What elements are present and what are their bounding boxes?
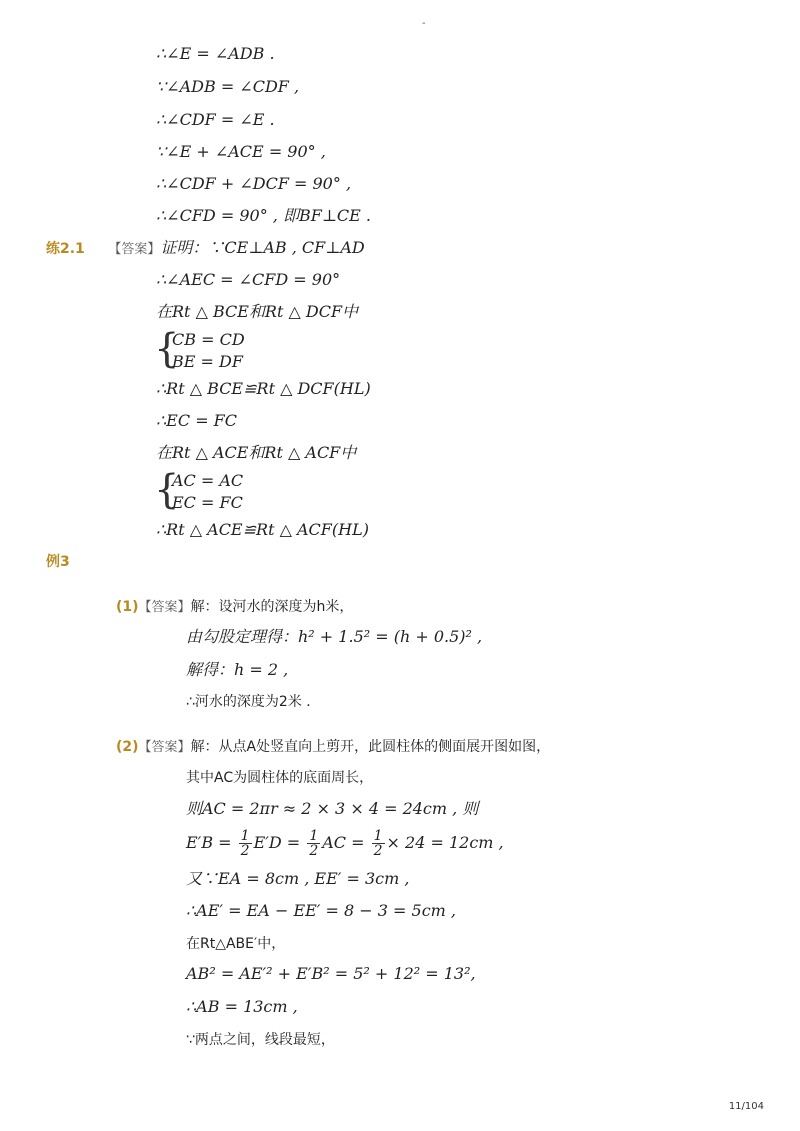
answer-tag: 【答案】 <box>108 242 161 257</box>
proof-line: ∴Rt △ ACE≌Rt △ ACF(HL) <box>156 520 369 539</box>
system-eq: CB = CD <box>172 330 245 349</box>
answer-tag: 【答案】 <box>138 600 191 615</box>
system-eq: AC = AC <box>172 471 244 490</box>
proof-line: ∴∠CFD = 90° , 即BF⊥CE . <box>156 206 371 225</box>
denominator: 2 <box>373 843 383 859</box>
system-eq: BE = DF <box>172 352 243 371</box>
solution-line: AB² = AE′² + E′B² = 5² + 12² = 13², <box>186 964 476 983</box>
solution-line: ∴河水的深度为2米 . <box>186 694 311 710</box>
solution-line: 又∵EA = 8cm , EE′ = 3cm , <box>186 869 410 888</box>
proof-line: ∴Rt △ BCE≌Rt △ DCF(HL) <box>156 379 371 398</box>
numerator: 1 <box>240 828 250 844</box>
solution-line: ∴AB = 13cm , <box>186 997 298 1016</box>
part-number: (1) <box>116 599 139 615</box>
solution-first-line: 解：从点A处竖直向上剪开，此圆柱体的侧面展开图如图， <box>190 739 551 755</box>
answer-tag: 【答案】 <box>138 740 191 755</box>
example-3-label: 例3 <box>46 554 70 570</box>
system-brace: { <box>154 467 180 513</box>
numerator: 1 <box>309 828 319 844</box>
fraction-prefix: E′B = <box>186 833 232 852</box>
proof-line: ∴∠CDF = ∠E . <box>156 110 275 129</box>
page-number: 11/104 <box>728 1101 764 1112</box>
fraction <box>372 829 385 858</box>
proof-first-line: 证明：∵CE⊥AB , CF⊥AD <box>160 238 365 257</box>
fraction <box>239 829 252 858</box>
proof-line: 在Rt △ BCE和Rt △ DCF中 <box>156 302 359 321</box>
part-2-heading <box>116 736 550 758</box>
proof-line: ∵∠E + ∠ACE = 90° , <box>156 142 326 161</box>
fraction <box>307 829 320 858</box>
fraction-mid: AC = <box>322 833 365 852</box>
proof-line: ∴∠AEC = ∠CFD = 90° <box>156 270 341 289</box>
proof-line: ∴EC = FC <box>156 411 238 430</box>
fraction-suffix: × 24 = 12cm , <box>386 833 504 852</box>
solution-first-line: 解：设河水的深度为h米， <box>190 599 354 615</box>
solution-line: 由勾股定理得：h² + 1.5² = (h + 0.5)² , <box>186 627 483 646</box>
header-mark: - <box>422 18 426 29</box>
fraction-mid: E′D = <box>253 833 301 852</box>
proof-line: 在Rt △ ACE和Rt △ ACF中 <box>156 443 357 462</box>
solution-line: 则AC = 2πr ≈ 2 × 3 × 4 = 24cm , 则 <box>186 799 479 818</box>
part-number: (2) <box>116 739 139 755</box>
fraction-line <box>186 828 504 858</box>
solution-line: 解得：h = 2 , <box>186 660 289 679</box>
exercise-2-1-heading <box>46 238 365 260</box>
solution-line: ∴AE′ = EA − EE′ = 8 − 3 = 5cm , <box>186 901 457 920</box>
solution-line: 在Rt△ABE′中， <box>186 936 286 952</box>
proof-line: ∵∠ADB = ∠CDF , <box>156 77 300 96</box>
denominator: 2 <box>240 843 250 859</box>
proof-line: ∴∠E = ∠ADB . <box>156 44 275 63</box>
numerator: 1 <box>373 828 383 844</box>
solution-line: 其中AC为圆柱体的底面周长， <box>186 770 374 786</box>
system-eq: EC = FC <box>172 493 243 512</box>
exercise-label: 练2.1 <box>46 241 85 257</box>
proof-line: ∴∠CDF + ∠DCF = 90° , <box>156 174 352 193</box>
denominator: 2 <box>309 843 319 859</box>
system-brace: { <box>154 326 180 372</box>
part-1-heading <box>116 596 353 618</box>
solution-line: ∵两点之间，线段最短， <box>186 1032 335 1048</box>
